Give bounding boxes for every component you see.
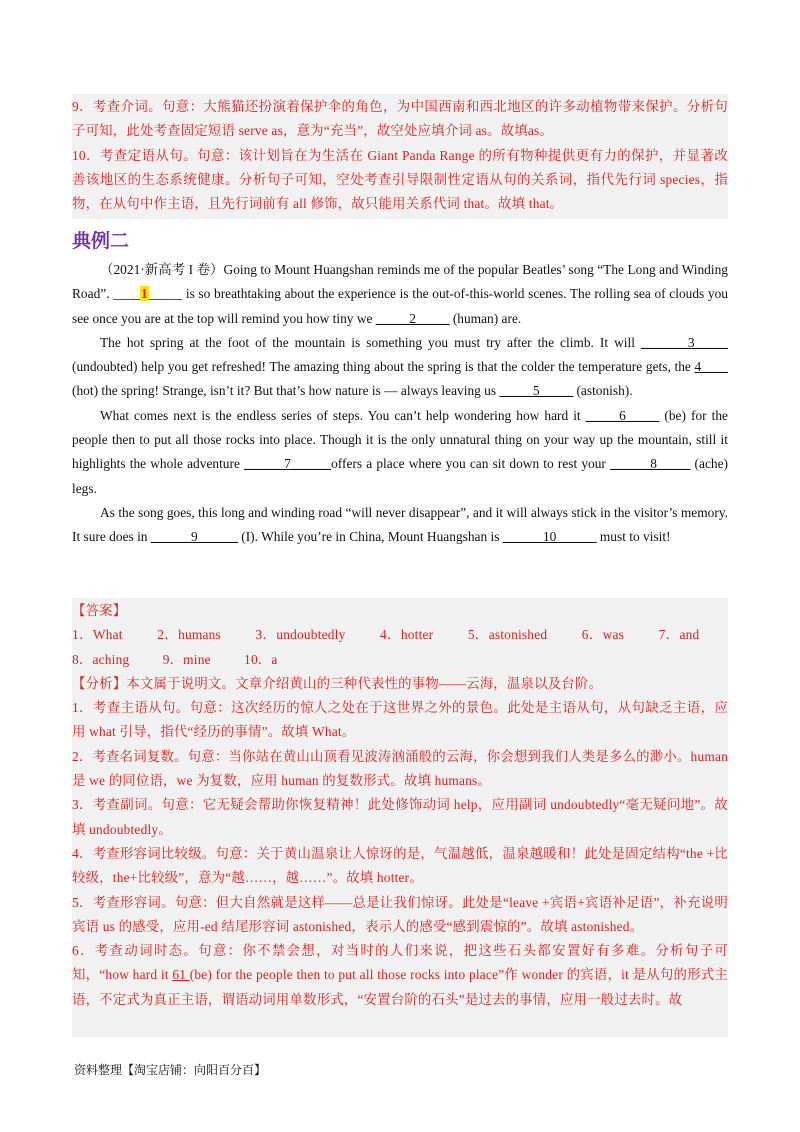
blank-6: _____6_____ [585, 407, 660, 423]
passage [72, 258, 728, 550]
page-footer: 资料整理【淘宝店铺：向阳百分百】 [74, 1063, 267, 1077]
blank-10: ______10______ [502, 529, 597, 545]
answer-1: 1．What [72, 627, 123, 643]
analysis-3: 3．考查副词。句意：它无疑会帮助你恢复精神！此处修饰动词 help，应用副词 undoubtedly“毫无疑问地”。故填 undoubtedly。 [72, 797, 728, 837]
answer-6: 6．was [581, 627, 625, 643]
analysis-5: 5．考查形容词。句意：但大自然就是这样——总是让我们惊讶。此处是“leave +宾语+宾语补足语”，补充说明宾语 us 的感受，应用-ed 结尾形容词 astonished，表示人的感受“感到震惊的”。故填 astonished。 [72, 894, 728, 934]
answer-5: 5．astonished [467, 627, 548, 643]
answer-2: 2．humans [157, 627, 221, 643]
answer-3: 3．undoubtedly [255, 627, 346, 643]
analysis-6-blank: 61 [172, 967, 190, 983]
blank-8: ______8_____ [610, 456, 691, 472]
blank-1-highlight: 1 [141, 286, 148, 302]
answer-8: 8．aching [72, 651, 130, 667]
blank-3: _______3_____ [640, 334, 728, 350]
answer-4: 4．hotter [379, 627, 434, 643]
answer-list [72, 623, 728, 672]
blank-4: 4____ [694, 359, 728, 375]
blank-2: _____2_____ [375, 310, 450, 326]
blank-7: ______7______ [244, 456, 332, 472]
blank-9: ______9______ [150, 529, 238, 545]
analysis-2: 2．考查名词复数。句意：当你站在黄山山顶看见波涛汹涌般的云海，你会想到我们人类是多么的渺小。human 是 we 的同位语，we 为复数，应用 human 的复数形式。故填 humans。 [72, 748, 728, 789]
analysis-6: 6．考查动词时态。句意：你不禁会想，对当时的人们来说，把这些石头都安置好有多难。分析句子可知，“how hard it 61 (be) for the people then to put all those rocks into place”作 wonder 的宾语，it 是从句的形式主语，不定式为真正主语，谓语动词用单数形式，“安置台阶的石头”是过去的事情，应用一般过去时。故 [72, 943, 728, 1007]
answer-box [72, 598, 728, 1037]
analysis-item-10: 10．考查定语从句。句意：该计划旨在为生活在 Giant Panda Range 的所有物种提供更有力的保护，并显著改善该地区的生态系统健康。分析句子可知，空处考查引导限制性定语从句的关系词，指代先行词 species，指物，在从句中作主语，且先行词前有 all 修饰，故只能用关系代词 that。故填 that。 [72, 147, 728, 212]
answer-header: 【答案】 [72, 603, 127, 618]
answer-9: 9．mine [162, 651, 211, 667]
top-analysis-box [72, 94, 728, 219]
passage-paragraph-1: （2021·新高考 I 卷）Going to Mount Huangshan reminds me of the popular Beatles’ song “The Long and Winding Road”. ____1_____ is so breathtaking about the experience is the out-of-this-world scenes. The rolling sea of clouds you see once you are at the top will remind you how tiny we _____2_____ (human) are. [72, 262, 728, 326]
section-title: 典例二 [72, 230, 130, 252]
analysis-item-9: 9．考查介词。句意：大熊猫还扮演着保护伞的角色，为中国西南和西北地区的许多动植物带来保护。分析句子可知，此处考查固定短语 serve as，意为“充当”，故空处应填介词 as。故填as。 [72, 99, 728, 139]
passage-paragraph-3: What comes next is the endless series of steps. You can’t help wondering how hard it _____6_____ (be) for the people then to put all those rocks into place. Though it is the only unnatural thing on your way up the mountain, still it highlights the whole adventure ______7______offers a place where you can sit down to rest your ______8_____ (ache) legs. [72, 407, 728, 496]
passage-paragraph-4: As the song goes, this long and winding road “will never disappear”, and it will always stick in the visitor’s memory. It sure does in ______9______ (I). While you’re in China, Mount Huangshan is ______10______ must to visit! [72, 504, 728, 545]
passage-paragraph-2: The hot spring at the foot of the mountain is something you must try after the climb. It will _______3_____ (undoubted) help you get refreshed! The amazing thing about the spring is that the colder the temperature gets, the 4____ (hot) the spring! Strange, isn’t it? But that’s how nature is — always leaving us _____5_____ (astonish). [72, 334, 728, 399]
answer-7: 7．and [658, 627, 700, 643]
blank-5: _____5_____ [499, 383, 574, 399]
answer-10: 10．a [244, 651, 278, 667]
analysis-header: 【分析】本文属于说明文。文章介绍黄山的三种代表性的事物——云海，温泉以及台阶。 [72, 675, 603, 691]
analysis-1: 1．考查主语从句。句意：这次经历的惊人之处在于这世界之外的景色。此处是主语从句，从句缺乏主语，应用 what 引导，指代“经历的事情”。故填 What。 [72, 700, 728, 740]
analysis-4: 4．考查形容词比较级。句意：关于黄山温泉让人惊讶的是，气温越低，温泉越暖和！此处是固定结构“the +比较级，the+比较级”，意为“越……，越……”。故填 hotter。 [72, 845, 728, 886]
